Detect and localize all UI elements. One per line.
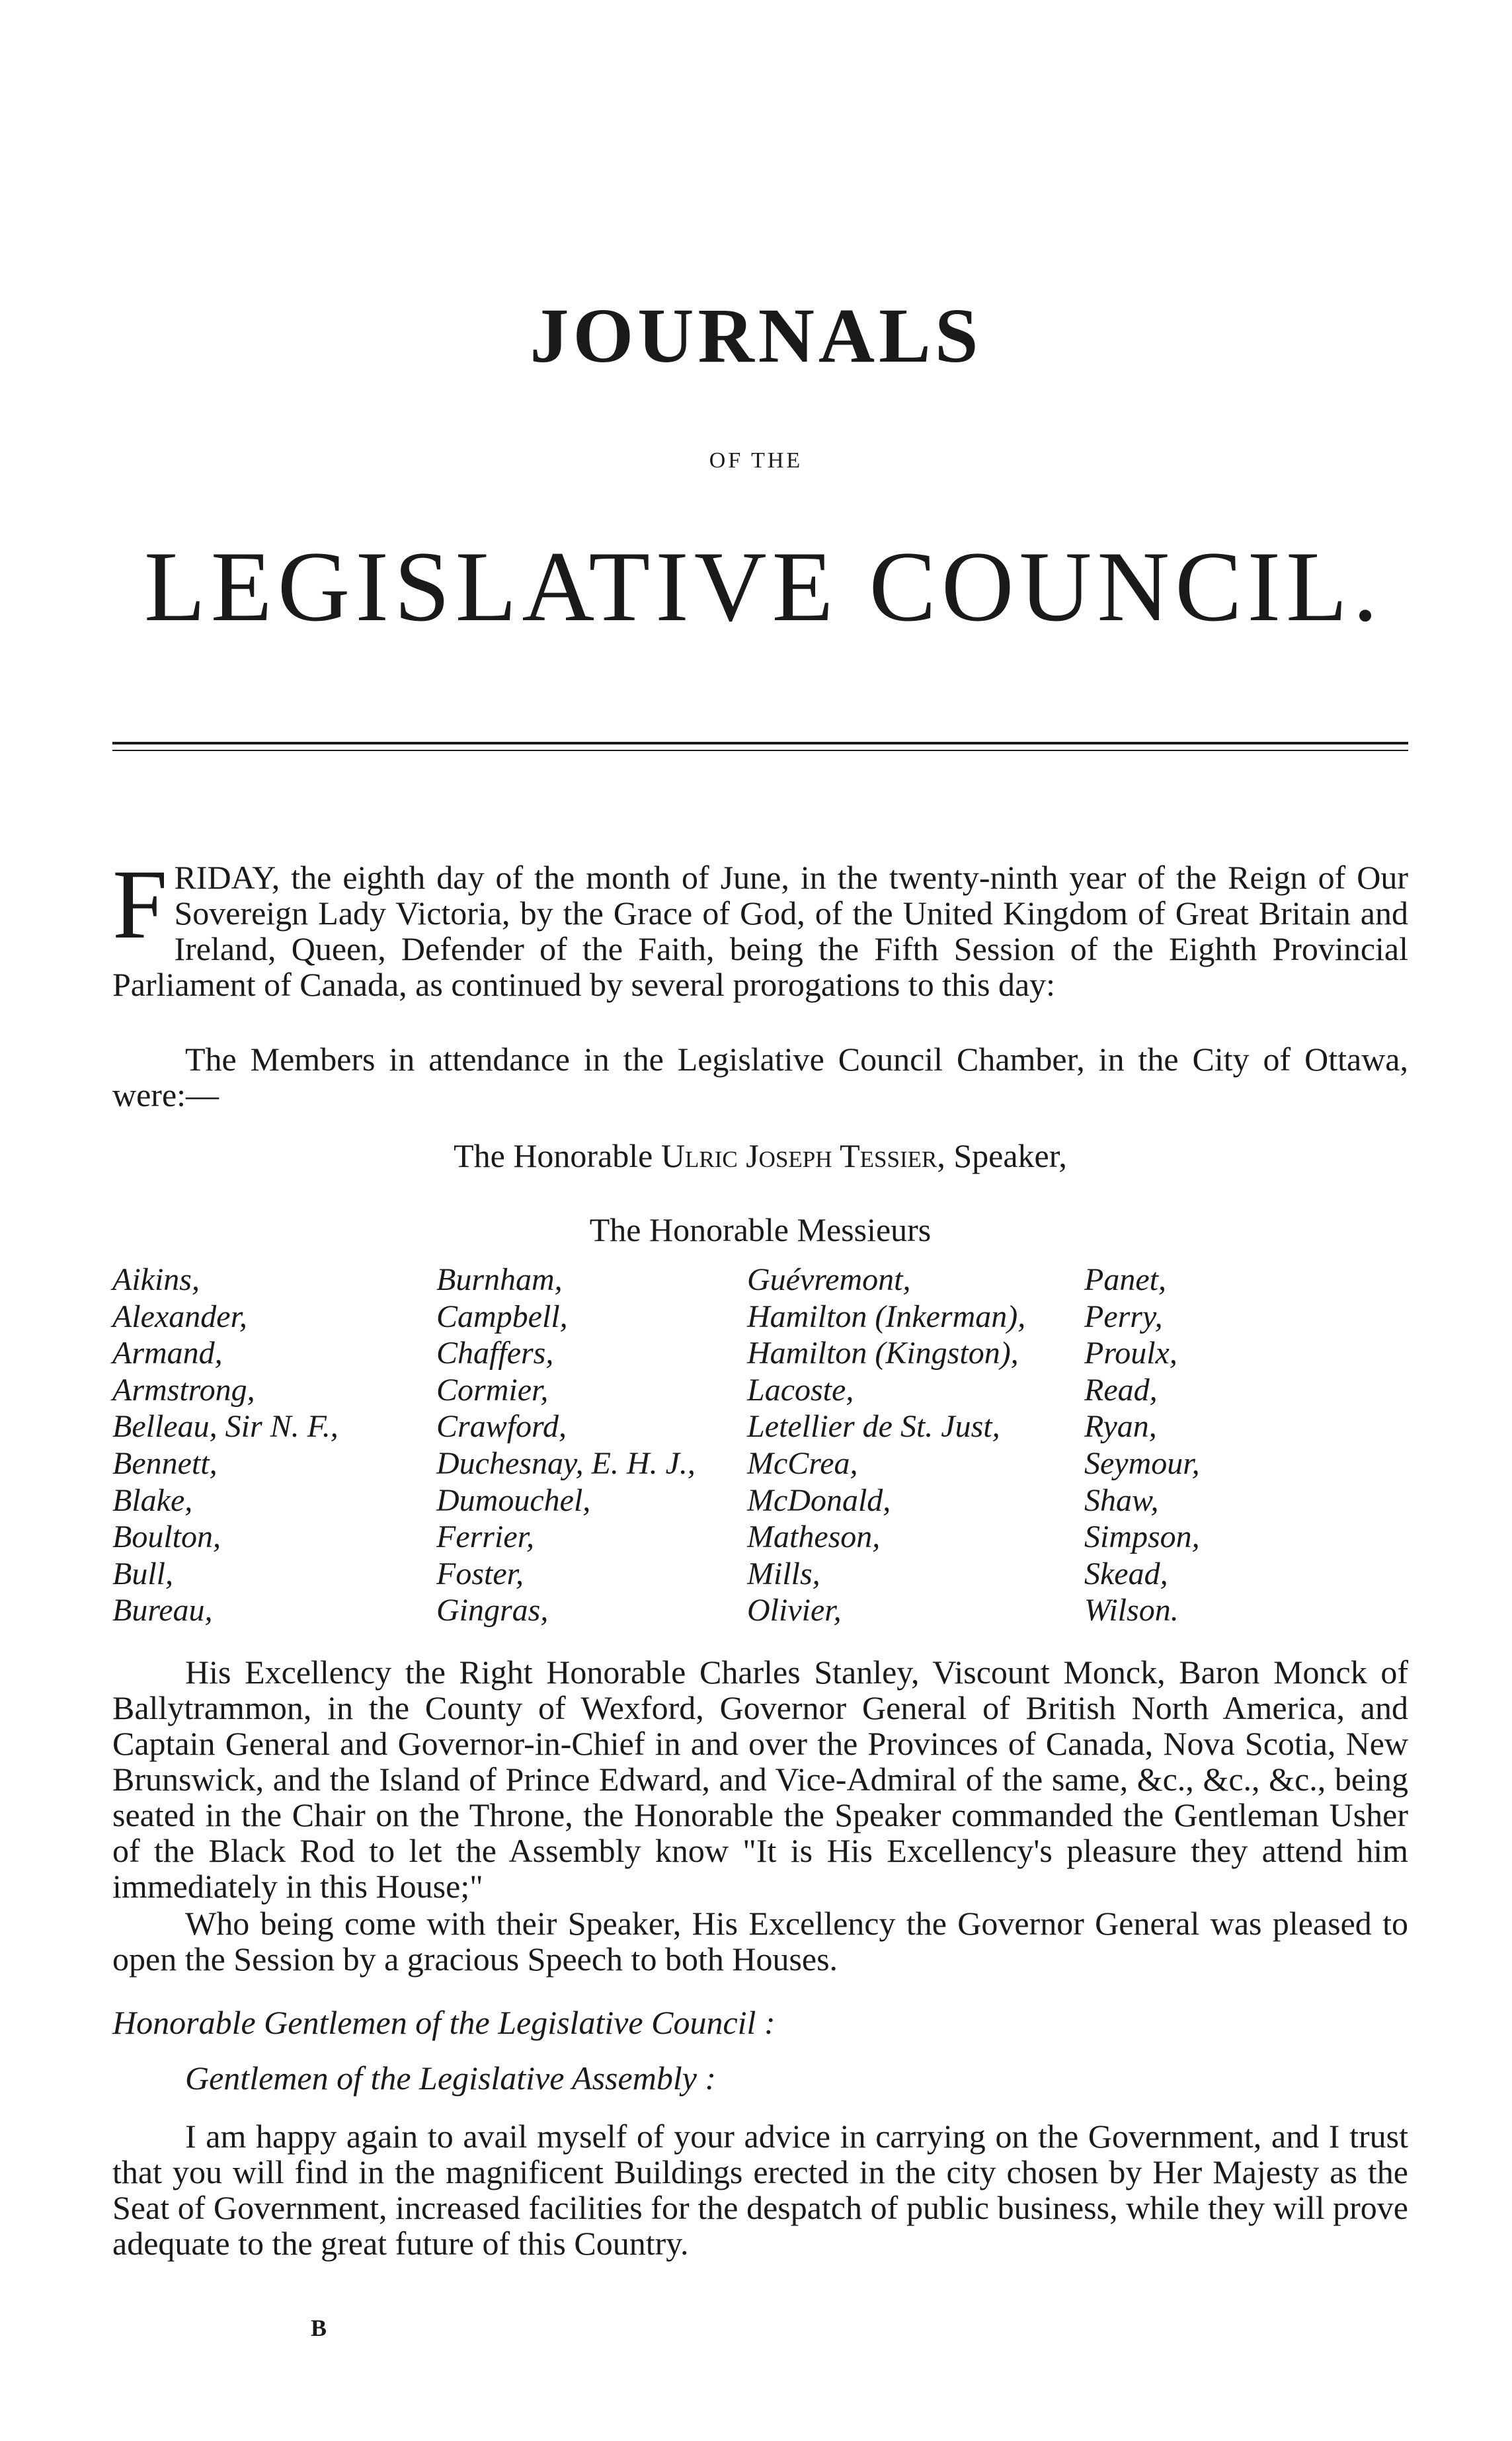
opening-text: RIDAY, the eighth day of the month of June, in the twenty-ninth year of the Reign of Our Sovereign Lady Victoria, by the Grace of God, of the United Kingdom of Great Britain and Ireland, Queen, Defender of the Faith, being the Fifth Session of the Eighth Provincial Parliament of Canada, as continued by several prorogations to this day: [112,859,1408,1003]
members-column-1 [112,1261,338,1629]
member-name: Boulton, [112,1519,221,1555]
member-name: Read, [1084,1372,1158,1408]
excellency-paragraph: His Excellency the Right Honorable Charles Stanley, Viscount Monck, Baron Monck of Ballytrammon, in the County of Wexford, Governor General of British North America, and Captain General and Governor-in-Chief in and over the Provinces of Canada, Nova Scotia, New Brunswick, and the Island of Prince Edward, and Vice-Admiral of the same, &c., &c., &c., being seated in the Chair on the Throne, the Honorable the Speaker commanded the Gentleman Usher of the Black Rod to let the Assembly know "It is His Excellency's pleasure they attend him immediately in this House;" [112,1654,1408,1905]
member-name: Bennett, [112,1445,218,1481]
member-name: Armstrong, [112,1372,255,1408]
member-name: Ryan, [1084,1409,1157,1445]
member-name: Perry, [1084,1299,1163,1334]
member-name: Hamilton (Inkerman), [747,1299,1026,1334]
members-list [112,1261,1408,1632]
member-name: Aikins, [112,1262,200,1297]
title-rule-top [112,742,1408,744]
member-name: McCrea, [747,1445,858,1481]
member-name: Chaffers, [436,1336,554,1371]
member-name: Seymour, [1084,1445,1200,1481]
speaker-line [112,1137,1408,1174]
speaker-name: Ulric Joseph Tessier [660,1137,937,1174]
member-name: McDonald, [747,1482,891,1518]
member-name: Duchesnay, E. H. J., [436,1445,696,1481]
member-name: Skead, [1084,1556,1168,1591]
member-name: Proulx, [1084,1336,1177,1371]
address-assembly: Gentlemen of the Legislative Assembly : [185,2060,717,2097]
member-name: Guévremont, [747,1262,911,1297]
member-name: Mills, [747,1556,820,1591]
member-name: Letellier de St. Just, [747,1409,1000,1445]
member-name: Belleau, Sir N. F., [112,1409,338,1445]
member-name: Lacoste, [747,1372,854,1408]
speaker-prefix: The Honorable [454,1137,653,1174]
title-journals: JOURNALS [530,292,982,379]
title-legislative-council: LEGISLATIVE COUNCIL. [143,531,1383,642]
member-name: Foster, [436,1556,524,1591]
member-name: Burnham, [436,1262,563,1297]
address-council: Honorable Gentlemen of the Legislative Council : [112,2004,776,2041]
title-of-the: OF THE [709,448,803,473]
members-column-3 [747,1261,1025,1629]
member-name: Bureau, [112,1593,213,1628]
members-column-4 [1084,1261,1200,1629]
signature-mark: B [311,2315,327,2341]
member-name: Olivier, [747,1593,842,1628]
member-name: Campbell, [436,1299,568,1334]
member-name: Bull, [112,1556,173,1591]
member-name: Panet, [1084,1262,1166,1297]
members-column-2 [436,1261,696,1629]
speech-text: I am happy again to avail myself of your advice in carrying on the Government, and I trust that you will find in the magnificent Buildings erected in the city chosen by Her Majesty as the Seat of Government, increased facilities for the despatch of public business, while they will prove adequate to the great future of this Country. [112,2118,1408,2262]
member-name: Wilson. [1084,1593,1179,1628]
member-name: Alexander, [112,1299,247,1334]
member-name: Shaw, [1084,1482,1159,1518]
speaker-suffix: , Speaker, [937,1137,1067,1174]
member-name: Simpson, [1084,1519,1200,1555]
speech-opening-paragraph: Who being come with their Speaker, His Excellency the Governor General was pleased to open the Session by a gracious Speech to both Houses. [112,1905,1408,1978]
drop-cap: F [112,850,168,959]
member-name: Crawford, [436,1409,567,1445]
opening-paragraph [112,850,1408,1003]
members-attendance-line: The Members in attendance in the Legislative Council Chamber, in the City of Ottawa, were:— [112,1041,1408,1113]
member-name: Armand, [112,1336,223,1371]
member-name: Cormier, [436,1372,549,1408]
member-name: Gingras, [436,1593,549,1628]
member-name: Matheson, [747,1519,881,1555]
messieurs-heading: The Honorable Messieurs [589,1211,932,1248]
member-name: Blake, [112,1482,193,1518]
member-name: Hamilton (Kingston), [747,1336,1019,1371]
title-rule-bottom [112,750,1408,751]
member-name: Ferrier, [436,1519,534,1555]
member-name: Dumouchel, [436,1482,591,1518]
